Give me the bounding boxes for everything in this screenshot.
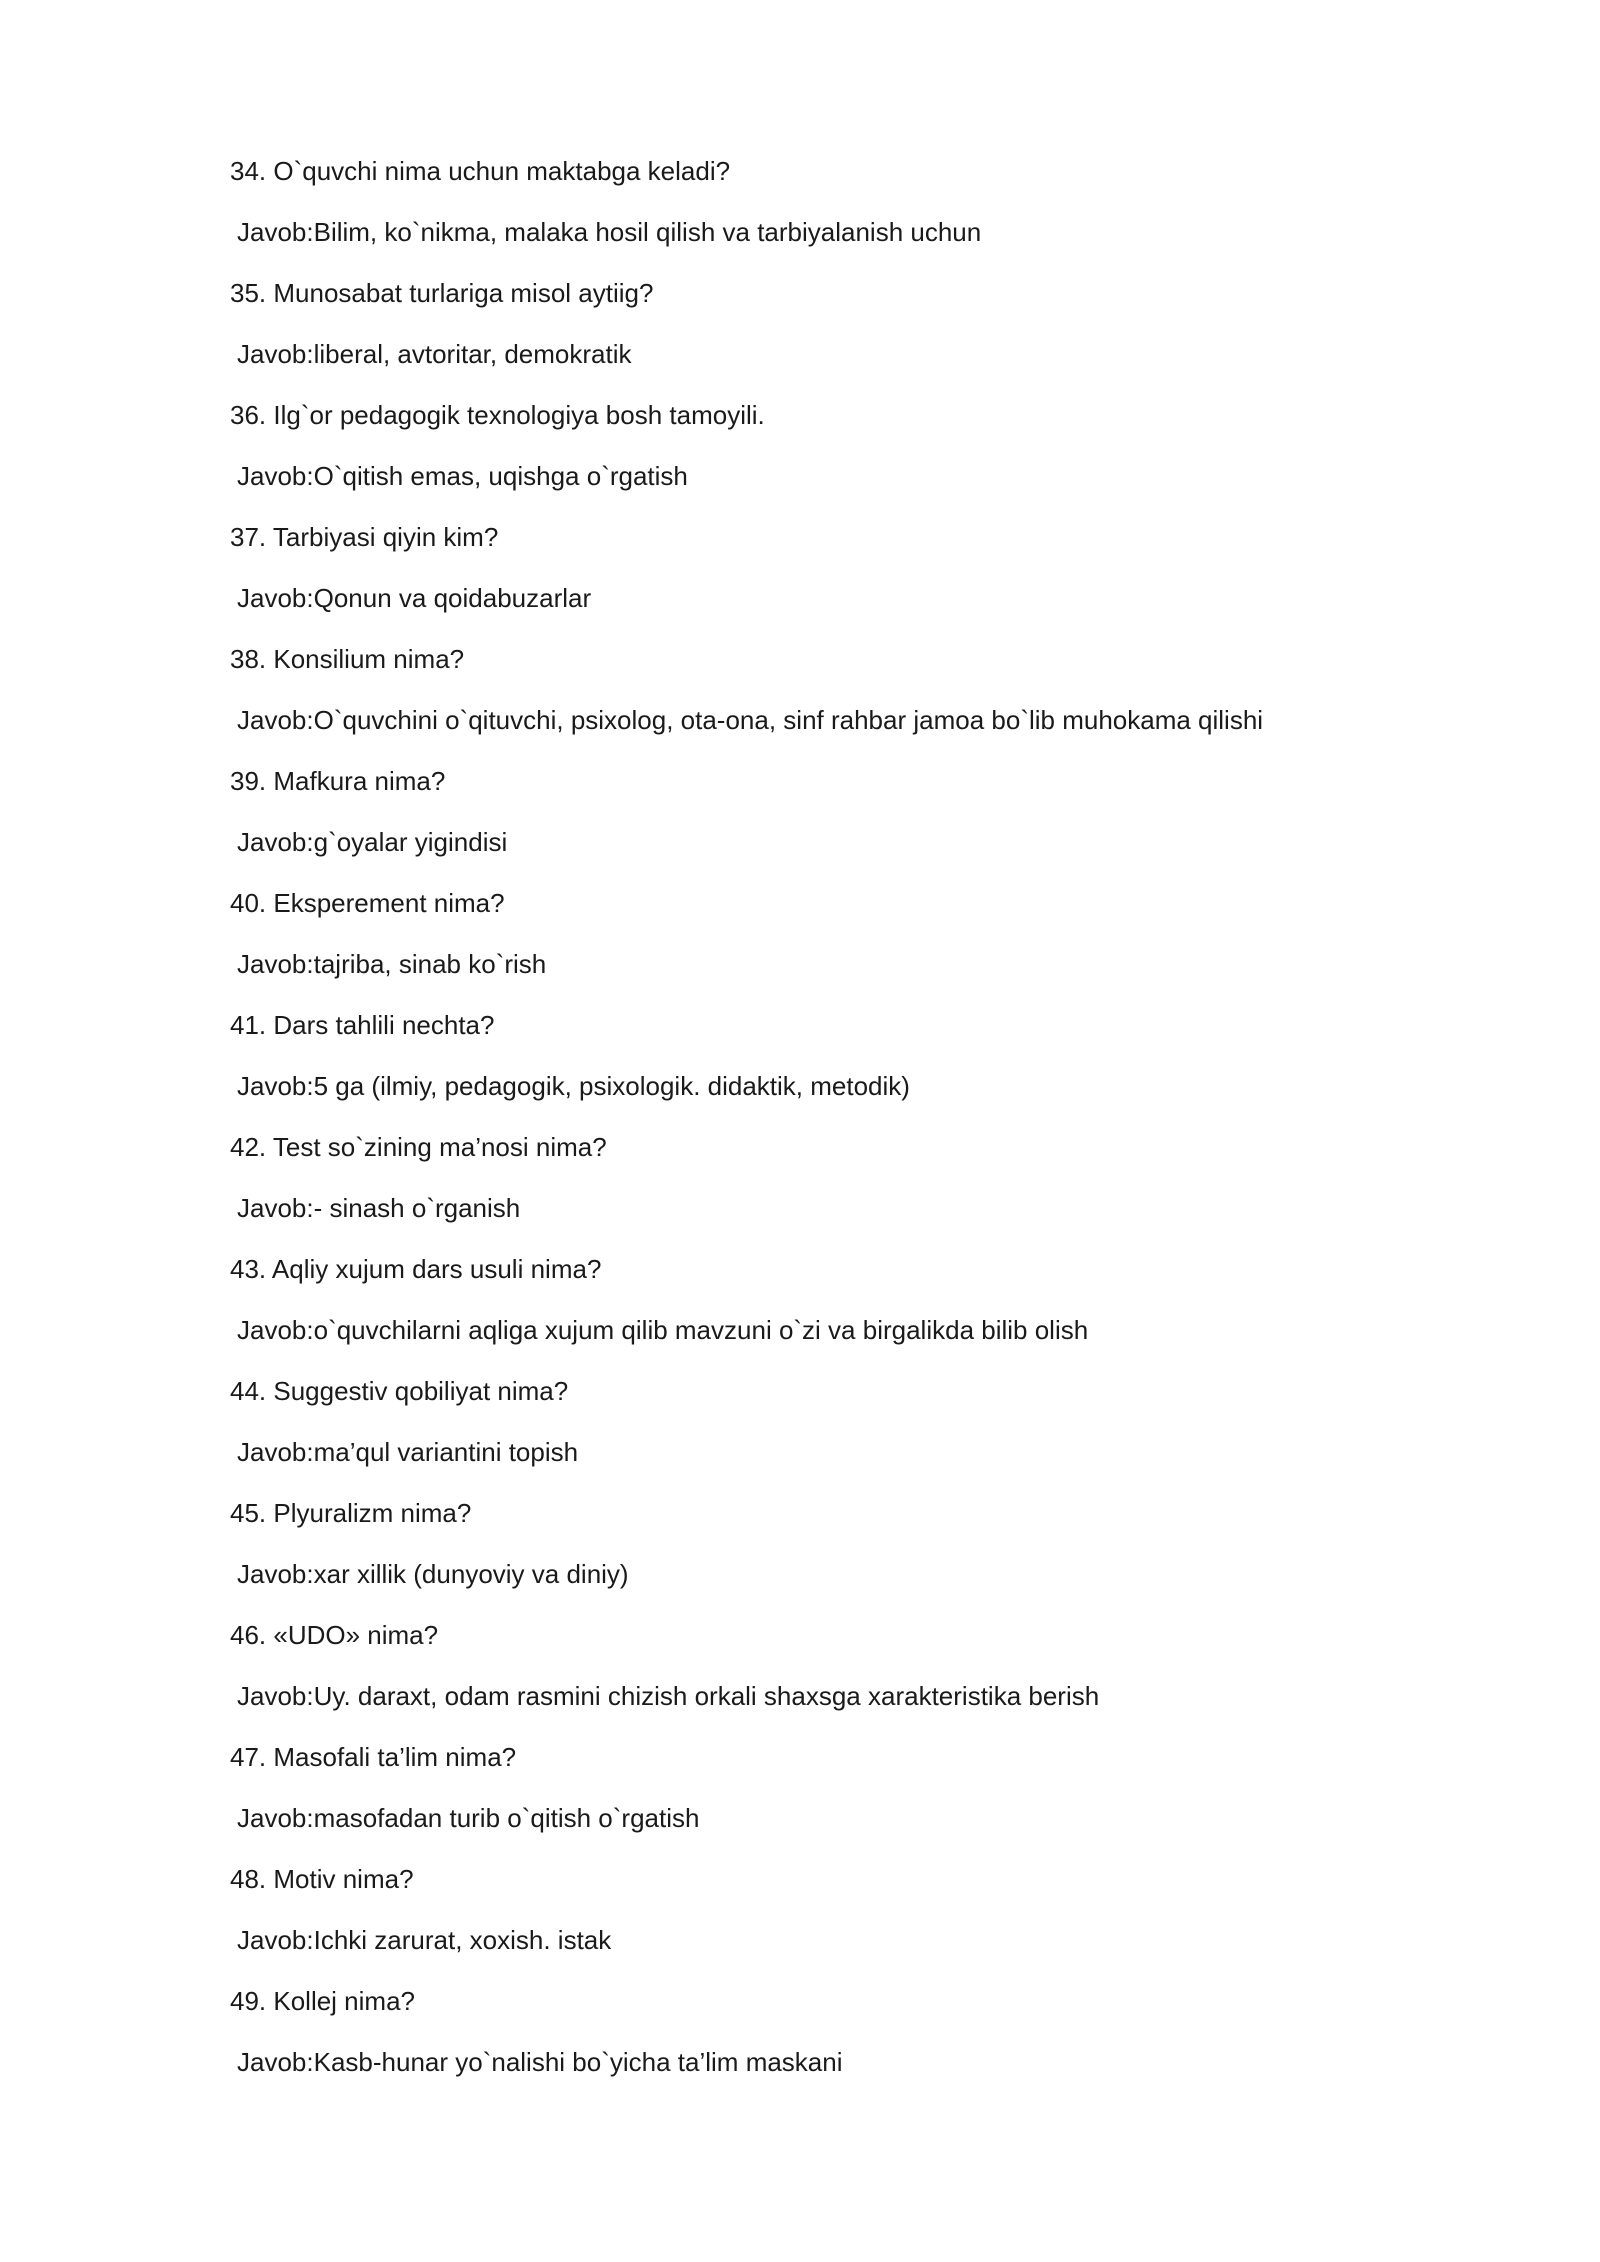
list-item (230, 638, 1480, 760)
question-text: 49. Kollej nima? (230, 1986, 415, 2016)
question-text: 47. Masofali ta’lim nima? (230, 1742, 517, 1772)
question-text: 41. Dars tahlili nechta? (230, 1010, 495, 1040)
list-item (230, 150, 1480, 272)
list-item (230, 1004, 1480, 1126)
list-item (230, 394, 1480, 516)
question-text: 44. Suggestiv qobiliyat nima? (230, 1376, 569, 1406)
question-text: 46. «UDO» nima? (230, 1620, 439, 1650)
answer-text: Javob:g`oyalar yigindisi (237, 827, 508, 857)
answer-text: Javob:- sinash o`rganish (237, 1193, 521, 1223)
answer-text: Javob:liberal, avtoritar, demokratik (237, 339, 632, 369)
question-text: 35. Munosabat turlariga misol aytiig? (230, 278, 654, 308)
list-item (230, 1248, 1480, 1370)
question-text: 34. O`quvchi nima uchun maktabga keladi? (230, 156, 731, 186)
question-text: 38. Konsilium nima? (230, 644, 465, 674)
list-item (230, 1980, 1480, 2102)
answer-text: Javob:xar xillik (dunyoviy va diniy) (237, 1559, 629, 1589)
answer-text: Javob:Ichki zarurat, xoxish. istak (237, 1925, 612, 1955)
question-text: 37. Tarbiyasi qiyin kim? (230, 522, 499, 552)
question-text: 40. Eksperement nima? (230, 888, 505, 918)
list-item (230, 1492, 1480, 1614)
list-item (230, 1126, 1480, 1248)
list-item (230, 516, 1480, 638)
list-item (230, 1614, 1480, 1736)
list-item (230, 760, 1480, 882)
list-item (230, 1370, 1480, 1492)
answer-text: Javob:Qonun va qoidabuzarlar (237, 583, 592, 613)
list-item (230, 1736, 1480, 1858)
list-item (230, 882, 1480, 1004)
question-text: 43. Aqliy xujum dars usuli nima? (230, 1254, 602, 1284)
answer-text: Javob:tajriba, sinab ko`rish (237, 949, 547, 979)
answer-text: Javob:Bilim, ko`nikma, malaka hosil qilish va tarbiyalanish uchun (237, 217, 982, 247)
question-text: 36. Ilg`or pedagogik texnologiya bosh tamoyili. (230, 400, 765, 430)
answer-text: Javob:5 ga (ilmiy, pedagogik, psixologik. didaktik, metodik) (237, 1071, 910, 1101)
question-text: 39. Mafkura nima? (230, 766, 446, 796)
answer-text: Javob:O`qitish emas, uqishga o`rgatish (237, 461, 688, 491)
answer-text: Javob:masofadan turib o`qitish o`rgatish (237, 1803, 700, 1833)
answer-text: Javob:ma’qul variantini topish (237, 1437, 579, 1467)
answer-text: Javob:Uy. daraxt, odam rasmini chizish orkali shaxsga xarakteristika berish (237, 1681, 1100, 1711)
list-item (230, 1858, 1480, 1980)
question-text: 48. Motiv nima? (230, 1864, 414, 1894)
question-answer-list (230, 150, 1480, 2102)
answer-text: Javob:o`quvchilarni aqliga xujum qilib mavzuni o`zi va birgalikda bilib olish (237, 1315, 1089, 1345)
list-item (230, 272, 1480, 394)
answer-text: Javob:O`quvchini o`qituvchi, psixolog, ota-ona, sinf rahbar jamoa bo`lib muhokama qilishi (237, 705, 1264, 735)
answer-text: Javob:Kasb-hunar yo`nalishi bo`yicha ta’lim maskani (237, 2047, 843, 2077)
question-text: 42. Test so`zining ma’nosi nima? (230, 1132, 607, 1162)
question-text: 45. Plyuralizm nima? (230, 1498, 472, 1528)
